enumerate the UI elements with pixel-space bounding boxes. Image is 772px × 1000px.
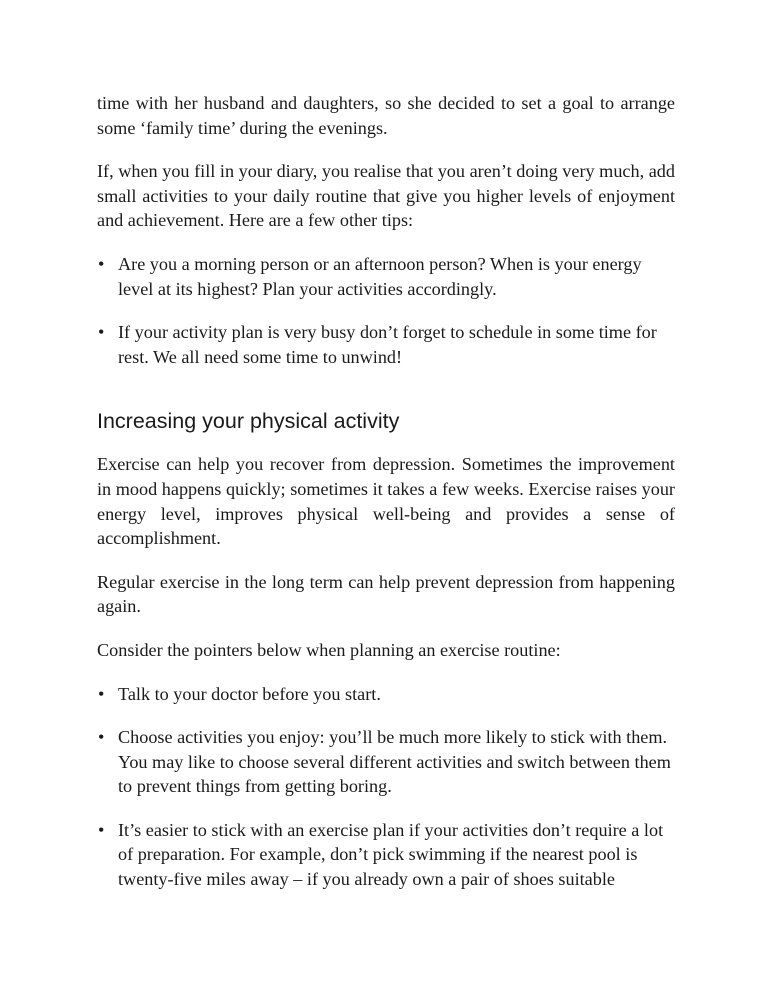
exercise-benefits-paragraph: Exercise can help you recover from depression. Sometimes the improvement in mood happens quickly; sometimes it takes a few weeks. Exercise raises your energy level, improves physical well-being and provides a sense of accomplishment. bbox=[97, 454, 675, 549]
list-item-text: It’s easier to stick with an exercise plan if your activities don’t require a lot of preparation. For example, don’t pick swimming if the nearest pool is twenty-five miles away – if you already own a pair of shoes suitable bbox=[118, 819, 664, 890]
bullet-marker: • bbox=[98, 322, 105, 343]
list-item bbox=[97, 725, 675, 799]
bullet-marker: • bbox=[98, 727, 105, 748]
prevention-paragraph: Regular exercise in the long term can help prevent depression from happening again. bbox=[97, 571, 675, 617]
pointers-intro-paragraph: Consider the pointers below when planning an exercise routine: bbox=[97, 639, 561, 660]
list-item bbox=[97, 682, 675, 707]
intro-paragraph: time with her husband and daughters, so she decided to set a goal to arrange some ‘family time’ during the evenings. bbox=[97, 93, 675, 138]
list-item-text: If your activity plan is very busy don’t forget to schedule in some time for rest. We all need some time to unwind! bbox=[118, 322, 657, 367]
list-item bbox=[97, 320, 675, 369]
bullet-marker: • bbox=[98, 253, 105, 274]
document-page bbox=[97, 91, 675, 912]
list-item-text: Are you a morning person or an afternoon person? When is your energy level at its highest? Plan your activities accordingly. bbox=[118, 253, 642, 299]
list-item-text: Choose activities you enjoy: you’ll be much more likely to stick with them. You may like to choose several different activities and switch between them to prevent things from getting boring. bbox=[118, 727, 671, 797]
bullet-marker: • bbox=[98, 683, 105, 704]
list-item bbox=[97, 252, 675, 301]
list-item bbox=[97, 818, 675, 892]
bullet-marker: • bbox=[98, 819, 105, 840]
section-heading: Increasing your physical activity bbox=[97, 409, 400, 434]
list-item-text: Talk to your doctor before you start. bbox=[118, 683, 381, 704]
pointers-list bbox=[97, 682, 675, 892]
tips-list bbox=[97, 252, 675, 369]
diary-tips-paragraph: If, when you fill in your diary, you realise that you aren’t doing very much, add small activities to your daily routine that give you higher levels of enjoyment and achievement. Here are a few other tips: bbox=[97, 161, 675, 231]
